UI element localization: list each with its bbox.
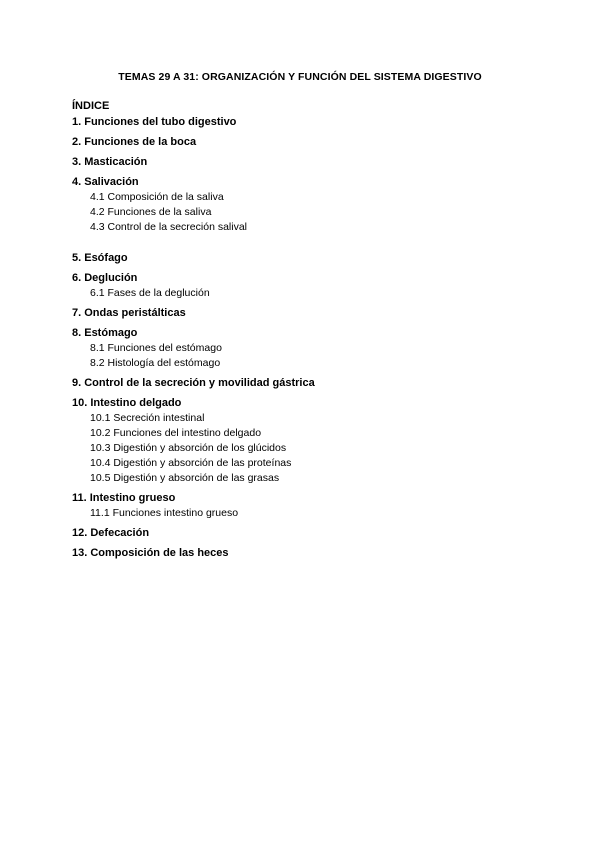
toc-section (72, 326, 552, 371)
toc-subsection-list (72, 190, 552, 235)
toc-section-list (72, 115, 552, 561)
toc-section-title: 8. Estómago (72, 327, 138, 339)
toc-section (72, 526, 552, 541)
toc-section (72, 306, 552, 321)
toc-section (72, 175, 552, 235)
toc-section-title: 5. Esófago (72, 252, 128, 264)
toc-section (72, 376, 552, 391)
toc-subsection-item: 4.2 Funciones de la saliva (90, 206, 212, 218)
toc-section-title: 1. Funciones del tubo digestivo (72, 116, 237, 128)
document-title: TEMAS 29 A 31: ORGANIZACIÓN Y FUNCIÓN DEL SISTEMA DIGESTIVO (118, 71, 482, 83)
toc-subsection-item: 8.1 Funciones del estómago (90, 342, 222, 354)
toc-section (72, 135, 552, 150)
table-of-contents (72, 99, 552, 566)
toc-subsection-item: 10.5 Digestión y absorción de las grasas (90, 472, 280, 484)
toc-section-title: 11. Intestino grueso (72, 492, 176, 504)
toc-section (72, 115, 552, 130)
toc-subsection-item: 10.3 Digestión y absorción de los glúcidos (90, 442, 287, 454)
toc-section-title: 10. Intestino delgado (72, 397, 182, 409)
toc-subsection-list (72, 411, 552, 486)
toc-section (72, 155, 552, 170)
toc-section (72, 546, 552, 561)
toc-section-title: 3. Masticación (72, 156, 148, 168)
toc-subsection-item: 6.1 Fases de la deglución (90, 287, 210, 299)
toc-subsection-item: 4.1 Composición de la saliva (90, 191, 224, 203)
toc-section (72, 271, 552, 301)
toc-section-title: 2. Funciones de la boca (72, 136, 197, 148)
toc-subsection-item: 4.3 Control de la secreción salival (90, 221, 247, 233)
toc-subsection-item: 10.2 Funciones del intestino delgado (90, 427, 262, 439)
toc-subsection-item: 10.1 Secreción intestinal (90, 412, 205, 424)
toc-section (72, 491, 552, 521)
toc-section (72, 396, 552, 486)
toc-section-title: 13. Composición de las heces (72, 547, 229, 559)
index-heading: ÍNDICE (72, 100, 110, 112)
toc-section-title: 6. Deglución (72, 272, 138, 284)
toc-subsection-list (72, 506, 552, 521)
toc-section (72, 251, 552, 266)
toc-section-title: 9. Control de la secreción y movilidad gástrica (72, 377, 315, 389)
toc-section-title: 7. Ondas peristálticas (72, 307, 186, 319)
toc-subsection-item: 11.1 Funciones intestino grueso (90, 507, 239, 519)
toc-section-title: 4. Salivación (72, 176, 139, 188)
toc-subsection-list (72, 341, 552, 371)
toc-section-title: 12. Defecación (72, 527, 150, 539)
toc-subsection-item: 10.4 Digestión y absorción de las proteínas (90, 457, 292, 469)
toc-subsection-item: 8.2 Histología del estómago (90, 357, 221, 369)
toc-subsection-list (72, 286, 552, 301)
